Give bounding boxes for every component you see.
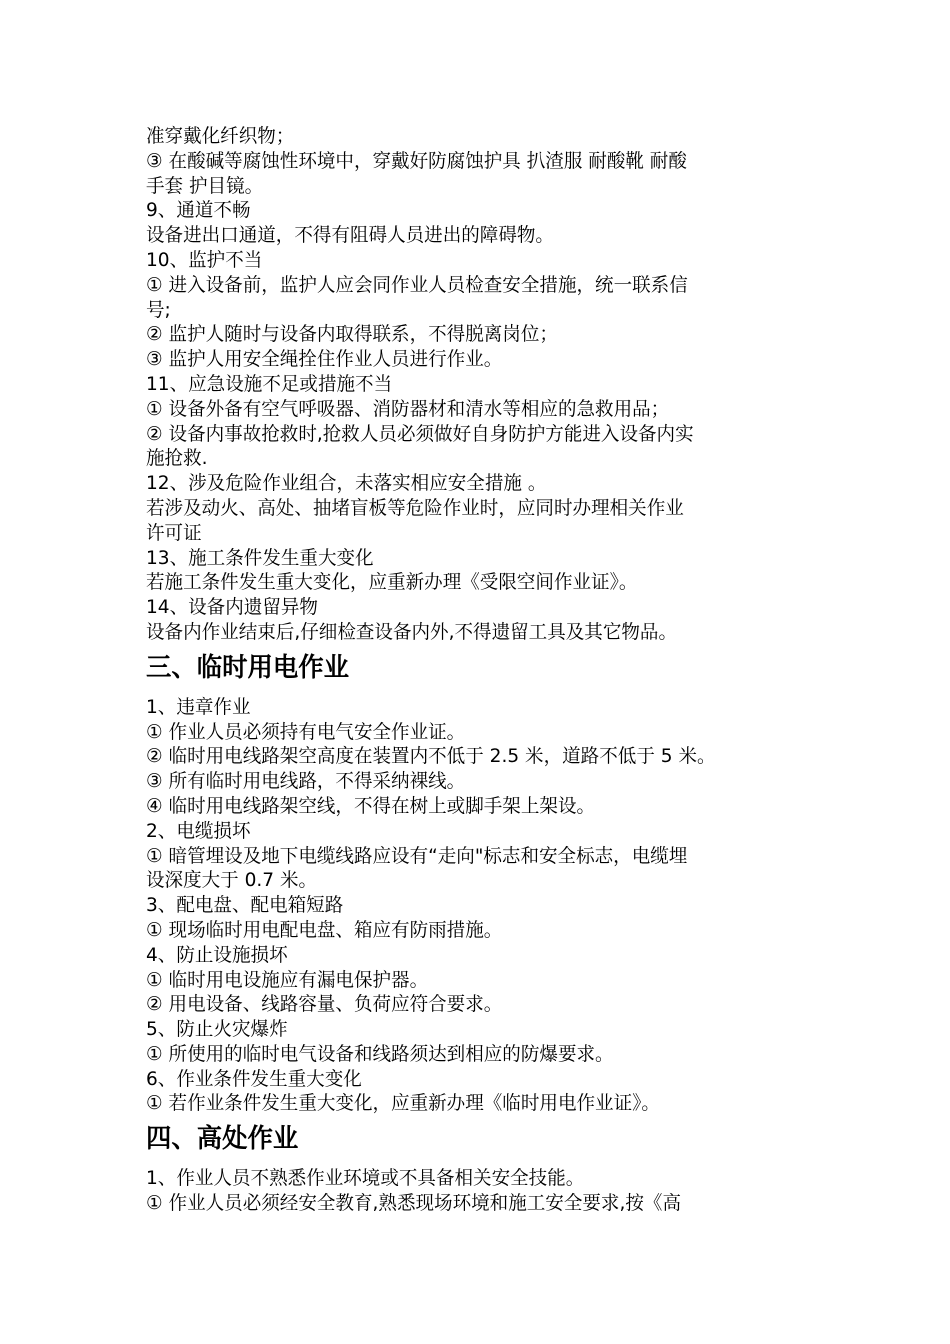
section-temporary-electricity xyxy=(146,695,816,1117)
text-line: 设深度大于 0.7 米。 xyxy=(146,869,318,892)
text-line: ① 所使用的临时电气设备和线路须达到相应的防爆要求。 xyxy=(146,1042,614,1065)
section-confined-space-continued xyxy=(146,124,816,645)
text-line: ① 现场临时用电配电盘、箱应有防雨措施。 xyxy=(146,918,503,941)
text-line: 若施工条件发生重大变化，应重新办理《受限空间作业证》。 xyxy=(146,571,638,594)
document-body xyxy=(146,124,816,1216)
text-line: 许可证 xyxy=(146,521,202,544)
text-line: ① 若作业条件发生重大变化，应重新办理《临时用电作业证》。 xyxy=(146,1092,660,1115)
text-line: ② 用电设备、线路容量、负荷应符合要求。 xyxy=(146,993,503,1016)
text-line: ① 作业人员必须经安全教育,熟悉现场环境和施工安全要求,按《高 xyxy=(146,1192,682,1215)
text-line: 14、设备内遗留异物 xyxy=(146,596,318,619)
text-line: 6、作业条件发生重大变化 xyxy=(146,1067,362,1090)
text-line: 9、通道不畅 xyxy=(146,199,251,222)
section-heading-temporary-electricity: 三、临时用电作业 xyxy=(146,652,350,683)
text-line: 2、电缆损坏 xyxy=(146,819,251,842)
section-work-at-height xyxy=(146,1166,816,1216)
text-line: 准穿戴化纤织物； xyxy=(146,125,295,147)
text-line: ① 设备外备有空气呼吸器、消防器材和清水等相应的急救用品； xyxy=(146,397,670,420)
text-line: ② 监护人随时与设备内取得联系，不得脱离岗位； xyxy=(146,323,558,346)
text-line: ① 临时用电设施应有漏电保护器。 xyxy=(146,968,429,991)
text-line: ② 临时用电线路架空高度在装置内不低于 2.5 米，道路不低于 5 米。 xyxy=(146,745,716,768)
text-line: ① 进入设备前，监护人应会同作业人员检查安全措施，统一联系信 xyxy=(146,273,688,296)
text-line: 1、作业人员不熟悉作业环境或不具备相关安全技能。 xyxy=(146,1167,585,1190)
text-line: 12、涉及危险作业组合，未落实相应安全措施 。 xyxy=(146,472,547,495)
text-line: 1、违章作业 xyxy=(146,695,251,718)
text-line: 设备进出口通道，不得有阻碍人员进出的障碍物。 xyxy=(146,224,554,247)
text-line: ③ 在酸碱等腐蚀性环境中，穿戴好防腐蚀护具 扒渣服 耐酸靴 耐酸 xyxy=(146,149,687,172)
text-line: 施抢救. xyxy=(146,447,208,470)
text-line: 11、应急设施不足或措施不当 xyxy=(146,372,393,395)
section-heading-work-at-height: 四、高处作业 xyxy=(146,1124,299,1155)
text-line: 3、配电盘、配电箱短路 xyxy=(146,894,344,917)
text-line: 号; xyxy=(146,298,171,321)
text-line: 手套 护目镜。 xyxy=(146,174,264,197)
text-line: ① 作业人员必须持有电气安全作业证。 xyxy=(146,720,466,743)
text-line: ② 设备内事故抢救时,抢救人员必须做好自身防护方能进入设备内实 xyxy=(146,422,694,445)
text-line: ③ 监护人用安全绳拴住作业人员进行作业。 xyxy=(146,348,503,371)
text-line: 若涉及动火、高处、抽堵盲板等危险作业时，应同时办理相关作业 xyxy=(146,496,684,519)
text-line: ① 暗管埋设及地下电缆线路应设有“走向"标志和安全标志，电缆埋 xyxy=(146,844,688,867)
text-line: 5、防止火灾爆炸 xyxy=(146,1018,288,1041)
text-line: ④ 临时用电线路架空线，不得在树上或脚手架上架设。 xyxy=(146,794,596,817)
text-line: 4、防止设施损坏 xyxy=(146,943,288,966)
text-line: ③ 所有临时用电线路，不得采纳裸线。 xyxy=(146,770,466,793)
text-line: 10、监护不当 xyxy=(146,248,263,271)
text-line: 13、施工条件发生重大变化 xyxy=(146,546,374,569)
text-line: 设备内作业结束后,仔细检查设备内外,不得遗留工具及其它物品。 xyxy=(146,620,678,643)
